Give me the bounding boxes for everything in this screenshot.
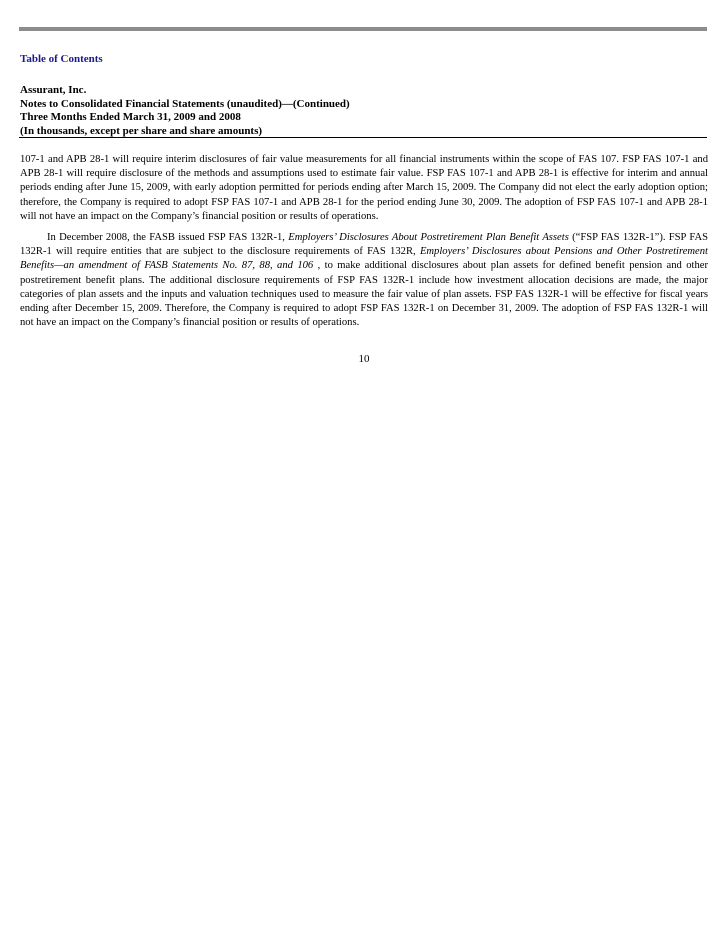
company-name: Assurant, Inc. xyxy=(20,84,87,96)
paragraph-fsp-fas-107-1: 107-1 and APB 28-1 will require interim disclosures of fair value measurements for all financial instruments within the scope of FAS 107. FSP FAS 107-1 and APB 28-1 will require disclosure of the methods and assumptions used to estimate fair value. FSP FAS 107-1 and APB 28-1 is effective for interim and annual periods ending after June 15, 2009, with early adoption permitted for periods ending after March 15, 2009. The Company did not elect the early adoption option; therefore, the Company is required to adopt FSP FAS 107-1 and APB 28-1 for the period ending June 30, 2009. The adoption of FSP FAS 107-1 and APB 28-1 will not have an impact on the Company’s financial position or results of operations. xyxy=(20,154,708,222)
page-number: 10 xyxy=(358,353,370,365)
paragraph-text: (“FSP FAS 132R-1”). FSP FAS 132R-1 will require entities that are subject to the disclosure requirements of FAS 132R, xyxy=(20,232,708,258)
paragraph-text: , to make additional disclosures about plan assets for defined benefit pension and other postretirement benefit plans. The additional disclosure requirements of FSP FAS 132R-1 include how investment allocation decisions are made, the major categories of plan assets and the inputs and valuation techniques used to measure the fair value of plan assets. FSP FAS 132R-1 will be effective for fiscal years ending after December 15, 2009. Therefore, the Company is required to adopt FSP FAS 132R-1 on December 31, 2009. The adoption of FSP FAS 132R-1 will not have an impact on the Company’s financial position or results of operations. xyxy=(20,260,708,329)
document-header xyxy=(20,84,708,138)
italic-statement-reference: Employers’ Disclosures about Pensions and Other Postretirement Benefits—an amendment of FASB Statements No. 87, 88, and 106 xyxy=(20,246,708,272)
units-note: (In thousands, except per share and share amounts) xyxy=(20,124,263,137)
italic-title-reference: Employers’ Disclosures About Postretirement Plan Benefit Assets xyxy=(288,232,569,244)
top-divider xyxy=(19,27,707,31)
notes-title: Notes to Consolidated Financial Statements (unaudited)—(Continued) xyxy=(20,97,350,110)
paragraph-fsp-fas-132r-1 xyxy=(20,231,708,330)
table-of-contents-link[interactable]: Table of Contents xyxy=(20,53,103,65)
paragraph-text: In December 2008, the FASB issued FSP FAS 132R-1, xyxy=(47,232,289,244)
header-divider xyxy=(19,137,707,138)
reporting-period: Three Months Ended March 31, 2009 and 2008 xyxy=(20,111,241,123)
notes-body xyxy=(20,153,708,337)
